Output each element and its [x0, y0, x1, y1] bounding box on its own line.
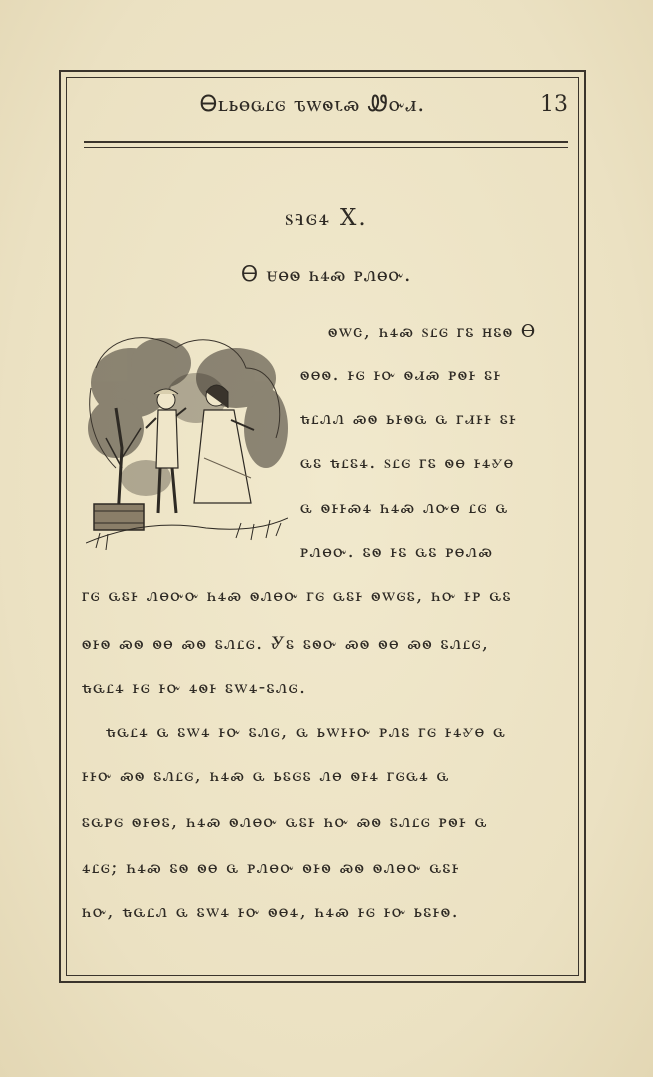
text-line: ꮹ ꮻꮀꮀꮝꮞ ꮒꮞꮝ ꮑꮕꮎ ꮭꮆ ꮹ [300, 496, 509, 518]
running-head: Ꮎꮮꮟꮎꮹꮭꮆ ꮦꮃꮻꮣꮝ Ꮺꮕꮧ. [200, 92, 426, 117]
text-line: ꮻꮃꮳ, ꮒꮞꮝ ꮪꮭꮆ ꮁꮛ ꮋꮛꮻ Ꮎ [328, 320, 537, 342]
text-line: ꮀꮀꮕ ꮝꮻ ꮛꮑꮭꮆ, ꮒꮞꮝ ꮹ ꮟꮛꮆꮛ ꮑꮎ ꮻꮀꮞ ꮁꮆꮹꮞ ꮹ [82, 764, 450, 786]
text-line: ꮲꮑꮎꮕ. ꮛꮻ ꮀꮛ ꮹꮛ ꮲꮎꮑꮝ [300, 540, 494, 562]
lesson-title: ꮪꮈꮆꮞ X. [285, 205, 368, 231]
text-line: ꮻꮀꮻ ꮝꮻ ꮻꮎ ꮝꮻ ꮛꮑꮭꮆ. Ꮍꮛ ꮛꮻꮕ ꮝꮻ ꮻꮎ ꮝꮻ ꮛꮑꮭꮆ, [82, 632, 490, 654]
text-line: ꮞꮭꮆ; ꮒꮞꮝ ꮛꮻ ꮻꮎ ꮹ ꮲꮑꮎꮕ ꮻꮀꮻ ꮝꮻ ꮻꮑꮎꮕ ꮹꮛꮀ [82, 856, 460, 878]
header-rule-thin [84, 147, 568, 148]
engraving-boy-and-girl-by-tree-icon [86, 328, 288, 558]
page-number: 13 [540, 92, 568, 117]
text-line: ꮛꮹꮲꮆ ꮻꮀꮎꮛ, ꮒꮞꮝ ꮻꮑꮎꮕ ꮹꮛꮀ ꮒꮕ ꮝꮻ ꮛꮑꮭꮆ ꮲꮻꮀ ꮹ [82, 810, 488, 832]
lesson-subtitle: Ꮎ ꮜꮎꮻ ꮒꮞꮝ ꮲꮑꮎꮕ. [241, 262, 412, 286]
text-line: ꮁꮆ ꮹꮛꮀ ꮑꮎꮕꮕ ꮒꮞꮝ ꮻꮑꮎꮕ ꮁꮆ ꮹꮛꮀ ꮻꮃꮆꮛ, ꮒꮕ ꮀꮲ ꮹꮛ [82, 584, 512, 606]
text-line: ꮏꮹꮭꮞ ꮹ ꮛꮃꮞ ꮀꮕ ꮛꮑꮆ, ꮹ ꮟꮃꮀꮀꮕ ꮲꮑꮛ ꮁꮆ ꮀꮞꮍꮎ ꮹ [106, 720, 507, 742]
text-line: ꮏꮹꮭꮞ ꮀꮆ ꮀꮕ ꮞꮻꮀ ꮛꮃꮞ-ꮛꮑꮆ. [82, 676, 307, 698]
header-rule-thick [84, 141, 568, 143]
text-line: ꮒꮕ, ꮏꮹꮭꮑ ꮹ ꮛꮃꮞ ꮀꮕ ꮻꮎꮞ, ꮒꮞꮝ ꮀꮆ ꮀꮕ ꮟꮛꮀꮻ. [82, 900, 460, 922]
text-line: ꮏꮭꮑꮑ ꮝꮻ ꮟꮀꮻꮹ ꮹ ꮁꮧꮀꮀ ꮛꮀ [300, 407, 518, 429]
text-line: ꮹꮛ ꮏꮭꮛꮞ. ꮪꮭꮆ ꮁꮛ ꮻꮎ ꮀꮞꮍꮎ [300, 451, 515, 473]
text-line: ꮻꮎꮻ. ꮀꮆ ꮀꮕ ꮻꮧꮝ ꮲꮻꮀ ꮛꮀ [300, 363, 502, 385]
